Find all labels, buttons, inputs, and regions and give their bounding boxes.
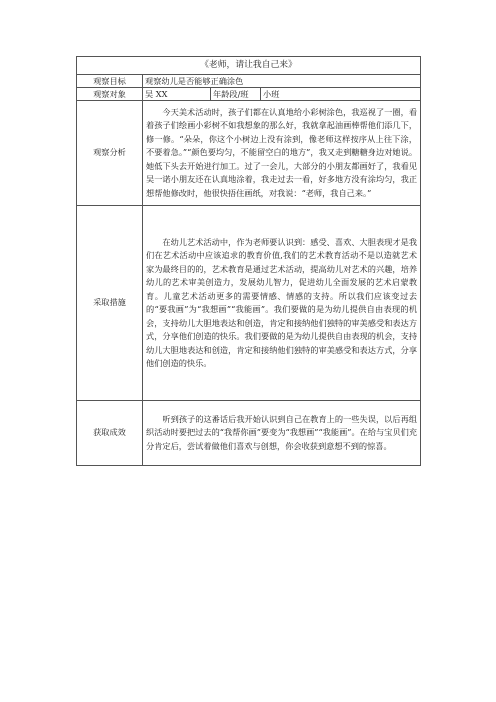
results-row (77, 401, 421, 466)
subject-label: 观察对象 (77, 88, 143, 101)
subject-name: 吴 XX (143, 88, 211, 101)
document-title: 《老师，请让我自己来》 (77, 57, 421, 75)
goal-value: 观察幼儿是否能够正确涂色 (143, 75, 421, 88)
title-row (77, 57, 421, 75)
goal-label: 观察目标 (77, 75, 143, 88)
measures-text: 在幼儿艺术活动中，作为老师要认识到：感受、喜欢、大胆表现才是我们在艺术活动中应该追求的教育价值,我们的艺术教育活动不是以造就艺术家为最终目的的，艺术教育是通过艺术活动，提高幼儿对艺术的兴趣，培养幼儿的艺术审美创造力，发展幼儿智力，促进幼儿全面发展的艺术启蒙教育。儿童艺术活动更多的需要情感、情感的支持。所以我们应该变过去的“要我画”为“我想画”“我能画”。我们要做的是为幼儿提供自由表现的机会，支持幼儿大胆地表达和创造，肯定和接纳他们独特的审美感受和表达方式，分享他们创造的快乐。我们要做的是为幼儿提供自由表现的机会，支持幼儿大胆地表达和创造，肯定和接纳他们独特的审美感受和表达方式，分享他们创造的快乐。 (143, 206, 421, 401)
observation-record (76, 56, 420, 466)
results-text: 听到孩子的这番话后我开始认识到自己在教育上的一些失误，以后再组织活动时要把过去的“我帮你画”要变为“我想画”“我能画”。在给与宝贝们充分肯定后，尝试着做他们喜欢与创想，你会收获到意想不到的惊喜。 (143, 401, 421, 466)
age-group-label: 年龄段/班 (211, 88, 261, 101)
observation-table (76, 56, 421, 466)
results-label: 获取成效 (77, 401, 143, 466)
analysis-row (77, 101, 421, 206)
measures-row (77, 206, 421, 401)
goal-row (77, 75, 421, 88)
analysis-text: 今天美术活动时，孩子们都在认真地给小彩树涂色，我巡视了一圈，看着孩子们绘画小彩树不如我想象的那么好，我就拿起油画棒帮他们添几下，修一修。“朵朵，你这个小树边上没有涂到，像老师这样按序从上往下涂，不要着急。”“颜色要均匀，不能留空白的地方”，我又走到糖糖身边对她说。她低下头去开始进行加工。过了一会儿，大部分的小朋友都画好了，我看见吴一诺小朋友还在认真地涂着，我走过去一看，好多地方没有涂均匀，我正想帮他修改时，他很快捂住画纸，对我说：“老师，我自己来。” (143, 101, 421, 206)
analysis-label: 观察分析 (77, 101, 143, 206)
measures-label: 采取措施 (77, 206, 143, 401)
subject-row (77, 88, 421, 101)
age-group-value: 小班 (261, 88, 421, 101)
